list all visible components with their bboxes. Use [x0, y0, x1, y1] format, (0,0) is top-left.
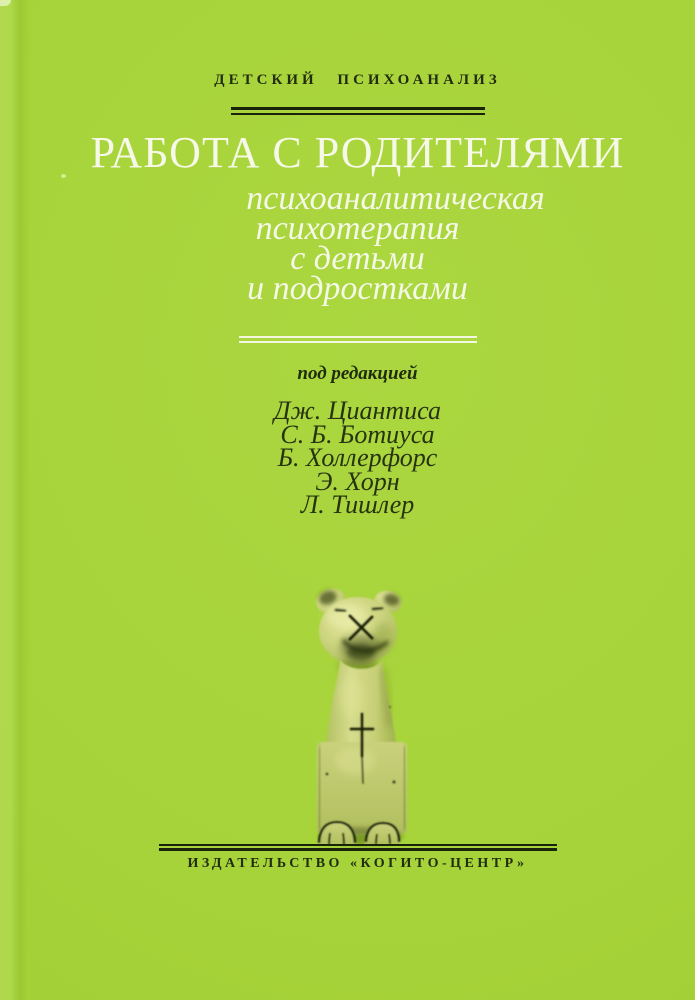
figurine-illustration [293, 576, 437, 848]
editor-name: Л. Тишлер [300, 490, 415, 519]
editor-name: Э. Хорн [315, 466, 400, 496]
subtitle-double-rule [239, 336, 477, 343]
editors-list [20, 396, 695, 519]
editor-name: С. Б. Ботиуса [280, 419, 435, 449]
subtitle-line: психоаналитическая [246, 180, 545, 217]
subtitle-line: с детьми [290, 240, 425, 277]
publisher-name: ИЗДАТЕЛЬСТВО «КОГИТО-ЦЕНТР» [187, 856, 528, 871]
publisher-double-rule [159, 844, 557, 851]
subtitle-line: и подростками [247, 270, 468, 307]
editor-name: Дж. Циантиса [273, 396, 442, 425]
series-double-rule [231, 107, 485, 115]
editor-name: Б. Холлерфорс [277, 443, 438, 472]
subtitle-line: психотерапия [255, 210, 460, 247]
edited-by-label: под редакцией [297, 363, 418, 384]
book-subtitle [20, 180, 695, 307]
book-title: РАБОТА С РОДИТЕЛЯМИ [90, 128, 625, 177]
series-title: ДЕТСКИЙ ПСИХОАНАЛИЗ [214, 72, 501, 88]
cover-content [20, 0, 695, 1000]
